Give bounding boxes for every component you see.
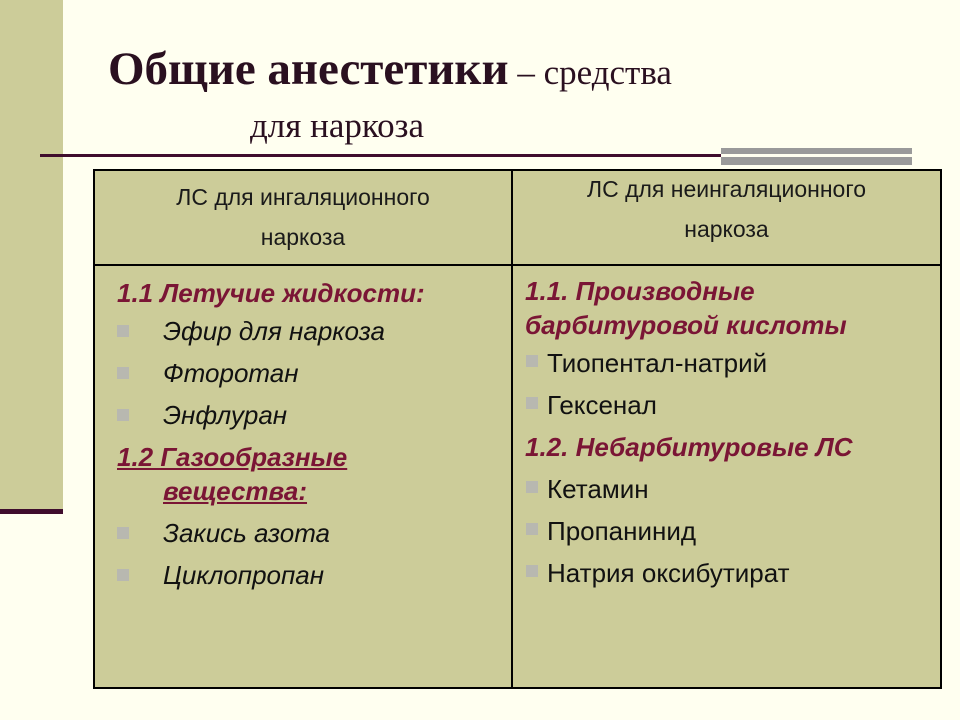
- grey-decor-block: [721, 148, 912, 165]
- list-item: [525, 384, 940, 426]
- slide-title: [108, 42, 672, 96]
- bullet-icon: [117, 409, 129, 421]
- bullet-icon: [117, 325, 129, 337]
- list-item: [95, 512, 511, 554]
- bullet-icon: [526, 355, 538, 367]
- bullet-icon: [526, 523, 538, 535]
- item-text: Пропанинид: [547, 516, 697, 546]
- header-inhalation-text: ЛС для ингаляционного наркоза: [176, 184, 430, 250]
- header-inhalation: [94, 170, 512, 265]
- item-text: Кетамин: [547, 474, 649, 504]
- list-item: [95, 554, 511, 596]
- bullet-icon: [526, 565, 538, 577]
- list-item: [525, 552, 940, 594]
- header-noninhalation: [512, 170, 941, 265]
- category-nonbarbiturates: 1.2. Небарбитуровые ЛС: [525, 432, 853, 462]
- item-text: Циклопропан: [163, 560, 325, 590]
- category-volatile-liquids: 1.1 Летучие жидкости:: [117, 278, 425, 308]
- list-item: [525, 468, 940, 510]
- category-barbiturates-line2: барбитуровой кислоты: [525, 310, 847, 340]
- title-rest-part: – средства: [508, 53, 672, 92]
- list-item: [95, 352, 511, 394]
- item-text: Гексенал: [547, 390, 657, 420]
- left-decor-bar: [0, 0, 63, 512]
- bullet-icon: [526, 397, 538, 409]
- list-item: [525, 510, 940, 552]
- bullet-icon: [117, 367, 129, 379]
- item-text: Тиопентал-натрий: [547, 348, 768, 378]
- bullet-icon: [117, 527, 129, 539]
- left-column: [94, 265, 512, 688]
- left-decor-rule: [0, 509, 63, 514]
- item-text: Фторотан: [163, 358, 299, 388]
- right-column: [512, 265, 941, 688]
- category-gases-line2: вещества:: [163, 476, 308, 506]
- category-gases-line1: 1.2 Газообразные: [117, 442, 348, 472]
- item-text: Закись азота: [163, 518, 331, 548]
- list-item: [95, 310, 511, 352]
- item-text: Энфлуран: [163, 400, 288, 430]
- list-item: [525, 342, 940, 384]
- slide-title-line2: для наркоза: [250, 106, 424, 145]
- category-barbiturates-line1: 1.1. Производные: [525, 276, 755, 306]
- bullet-icon: [526, 481, 538, 493]
- table-body-row: [94, 265, 941, 688]
- item-text: Натрия оксибутират: [547, 558, 790, 588]
- bullet-icon: [117, 569, 129, 581]
- anesthetics-table: [93, 169, 942, 689]
- item-text: Эфир для наркоза: [163, 316, 385, 346]
- title-bold-part: Общие анестетики: [108, 43, 509, 95]
- table-header-row: [94, 170, 941, 265]
- list-item: [95, 394, 511, 436]
- header-noninhalation-text: ЛС для неингаляционного наркоза: [586, 176, 867, 242]
